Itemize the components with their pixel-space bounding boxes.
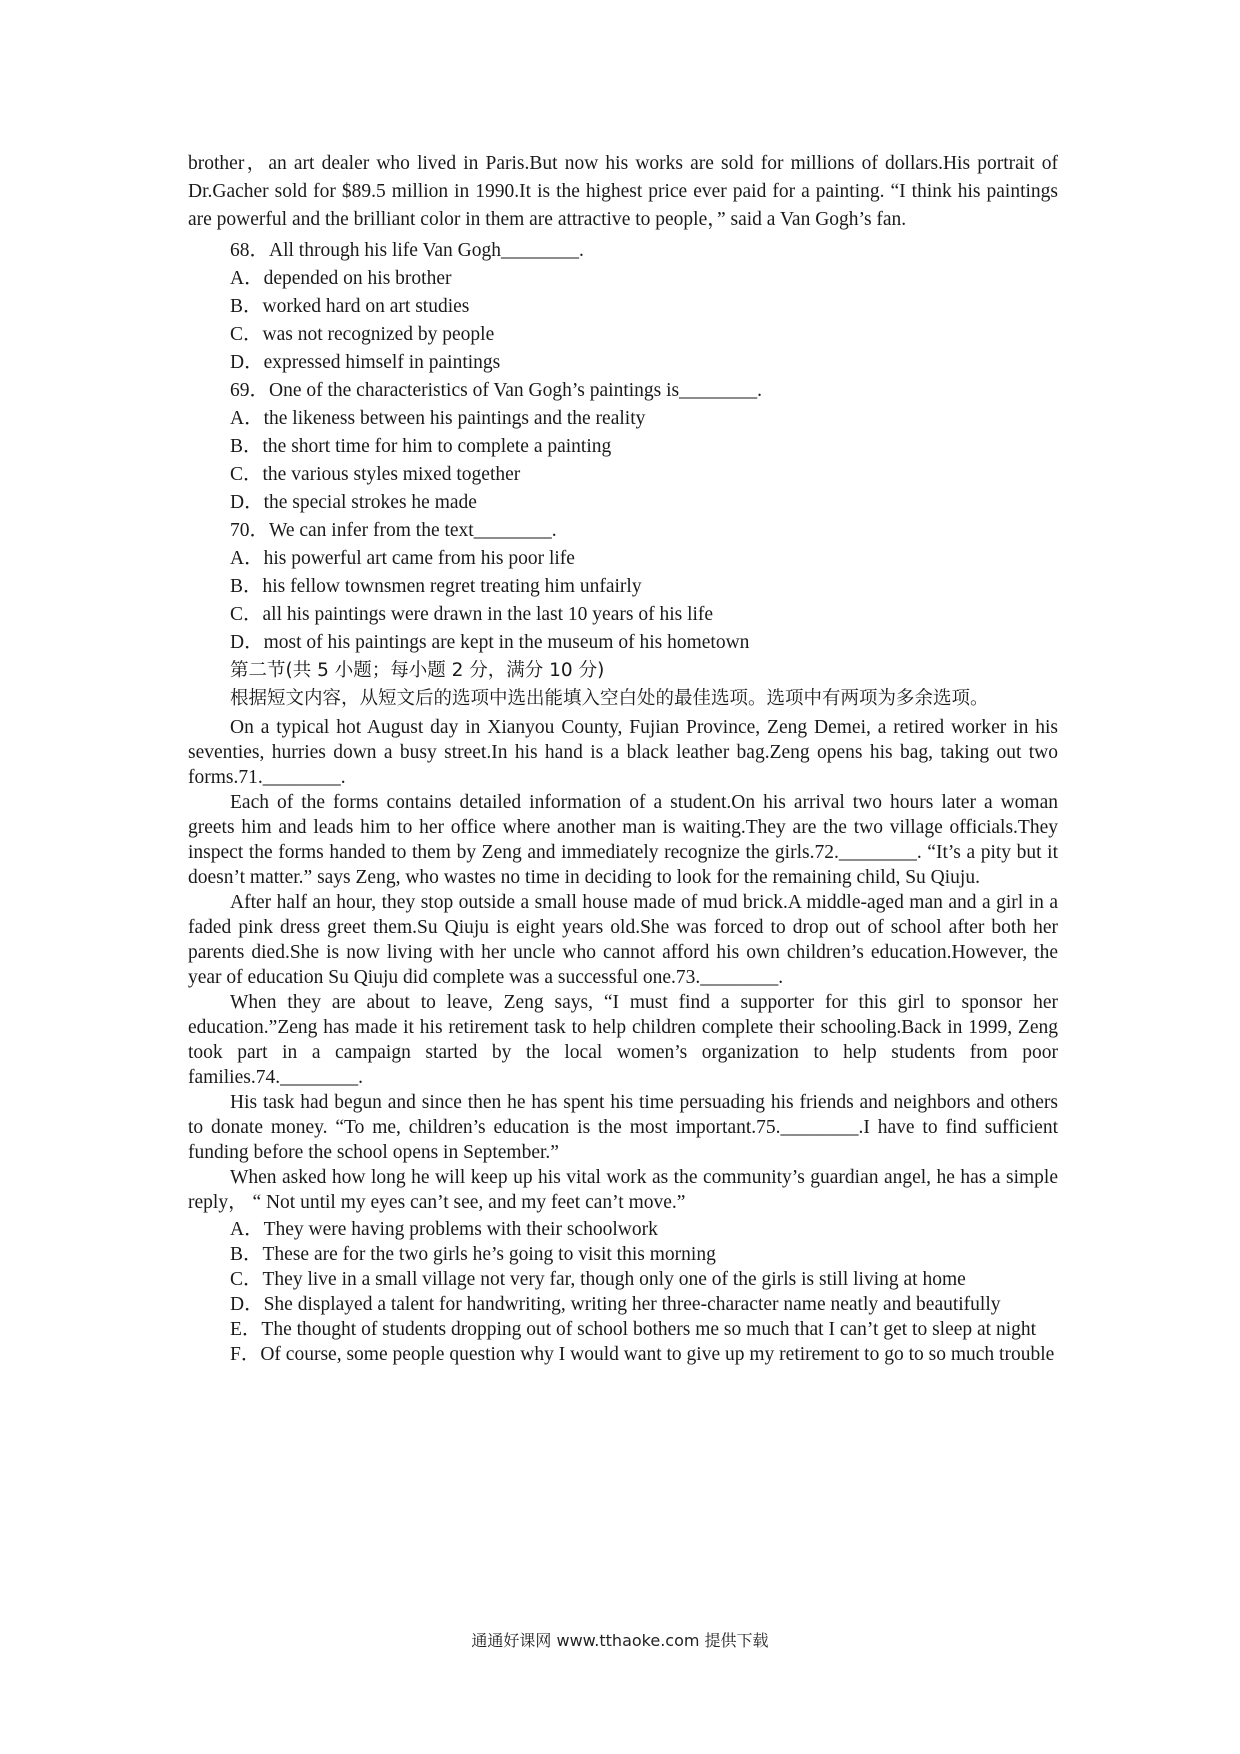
option-c: C．the various styles mixed together bbox=[230, 464, 521, 485]
choice-a: A．They were having problems with their schoolwork bbox=[230, 1219, 658, 1240]
question-stem: 69．One of the characteristics of Van Gogh’s paintings is________. bbox=[230, 380, 763, 401]
option-b: B．worked hard on art studies bbox=[230, 296, 470, 317]
choice-e: E．The thought of students dropping out of school bothers me so much that I can’t get to sleep at night bbox=[230, 1319, 1037, 1340]
option-d: D．most of his paintings are kept in the museum of his hometown bbox=[230, 632, 750, 653]
option-a: A．the likeness between his paintings and the reality bbox=[230, 408, 646, 429]
cloze-passage bbox=[188, 715, 1058, 1215]
option-c: C．was not recognized by people bbox=[230, 324, 495, 345]
question-stem: 68．All through his life Van Gogh________. bbox=[230, 240, 584, 261]
option-a: A．depended on his brother bbox=[230, 268, 452, 289]
question-stem: 70．We can infer from the text________. bbox=[230, 520, 557, 541]
passage-paragraph-6: When asked how long he will keep up his vital work as the community’s guardian angel, he has a simple reply， “ Not until my eyes can’t see, and my feet can’t move.” bbox=[188, 1167, 1058, 1213]
section-instruction: 根据短文内容，从短文后的选项中选出能填入空白处的最佳选项。选项中有两项为多余选项。 bbox=[230, 688, 989, 709]
option-c: C．all his paintings were drawn in the last 10 years of his life bbox=[230, 604, 714, 625]
passage-paragraph-4: When they are about to leave, Zeng says, “I must find a supporter for this girl to sponsor her education.”Zeng has made it his retirement task to help children complete their schooling.Back in 1999, Zeng took part in a campaign started by the local women’s organization to help students from poor families.74.________. bbox=[188, 992, 1058, 1088]
option-d: D．expressed himself in paintings bbox=[230, 352, 501, 373]
exam-page bbox=[188, 150, 1058, 1367]
question-70 bbox=[188, 517, 1058, 657]
choice-c: C．They live in a small village not very far, though only one of the girls is still living at home bbox=[230, 1269, 966, 1290]
choice-f: F．Of course, some people question why I would want to give up my retirement to go to so much trouble bbox=[230, 1344, 1055, 1365]
option-a: A．his powerful art came from his poor life bbox=[230, 548, 575, 569]
passage-paragraph-2: Each of the forms contains detailed information of a student.On his arrival two hours later a woman greets him and leads him to her office where another man is waiting.They are the two village officials.They inspect the forms handed to them by Zeng and immediately recognize the girls.72.________. “It’s a pity but it doesn’t matter.” says Zeng, who wastes no time in deciding to look for the remaining child, Su Qiuju. bbox=[188, 792, 1058, 888]
answer-choices bbox=[188, 1217, 1058, 1367]
page-footer: 通通好课网 www.tthaoke.com 提供下载 bbox=[471, 1631, 769, 1650]
option-b: B．his fellow townsmen regret treating him unfairly bbox=[230, 576, 642, 597]
passage-intro-tail: brother，an art dealer who lived in Paris.But now his works are sold for millions of dollars.His portrait of Dr.Gacher sold for $89.5 million in 1990.It is the highest price ever paid for a painting. “I think his paintings are powerful and the brilliant color in them are attractive to people，” said a Van Gogh’s fan. bbox=[188, 153, 1058, 230]
question-68 bbox=[188, 237, 1058, 377]
choice-b: B．These are for the two girls he’s going to visit this morning bbox=[230, 1244, 716, 1265]
question-69 bbox=[188, 377, 1058, 517]
choice-d: D．She displayed a talent for handwriting, writing her three-character name neatly and beautifully bbox=[230, 1294, 1001, 1315]
passage-paragraph-3: After half an hour, they stop outside a small house made of mud brick.A middle-aged man and a girl in a faded pink dress greet them.Su Qiuju is eight years old.She was forced to drop out of school after both her parents died.She is now living with her uncle who cannot afford his own children’s education.However, the year of education Su Qiuju did complete was a successful one.73.________. bbox=[188, 892, 1058, 988]
passage-paragraph-5: His task had begun and since then he has spent his time persuading his friends and neighbors and others to donate money. “To me, children’s education is the most important.75.________.I have to find sufficient funding before the school opens in September.” bbox=[188, 1092, 1058, 1163]
section-heading: 第二节(共 5 小题；每小题 2 分，满分 10 分) bbox=[230, 660, 605, 681]
option-b: B．the short time for him to complete a painting bbox=[230, 436, 612, 457]
passage-paragraph-1: On a typical hot August day in Xianyou County, Fujian Province, Zeng Demei, a retired worker in his seventies, hurries down a busy street.In his hand is a black leather bag.Zeng opens his bag, taking out two forms.71.________. bbox=[188, 717, 1058, 788]
option-d: D．the special strokes he made bbox=[230, 492, 477, 513]
